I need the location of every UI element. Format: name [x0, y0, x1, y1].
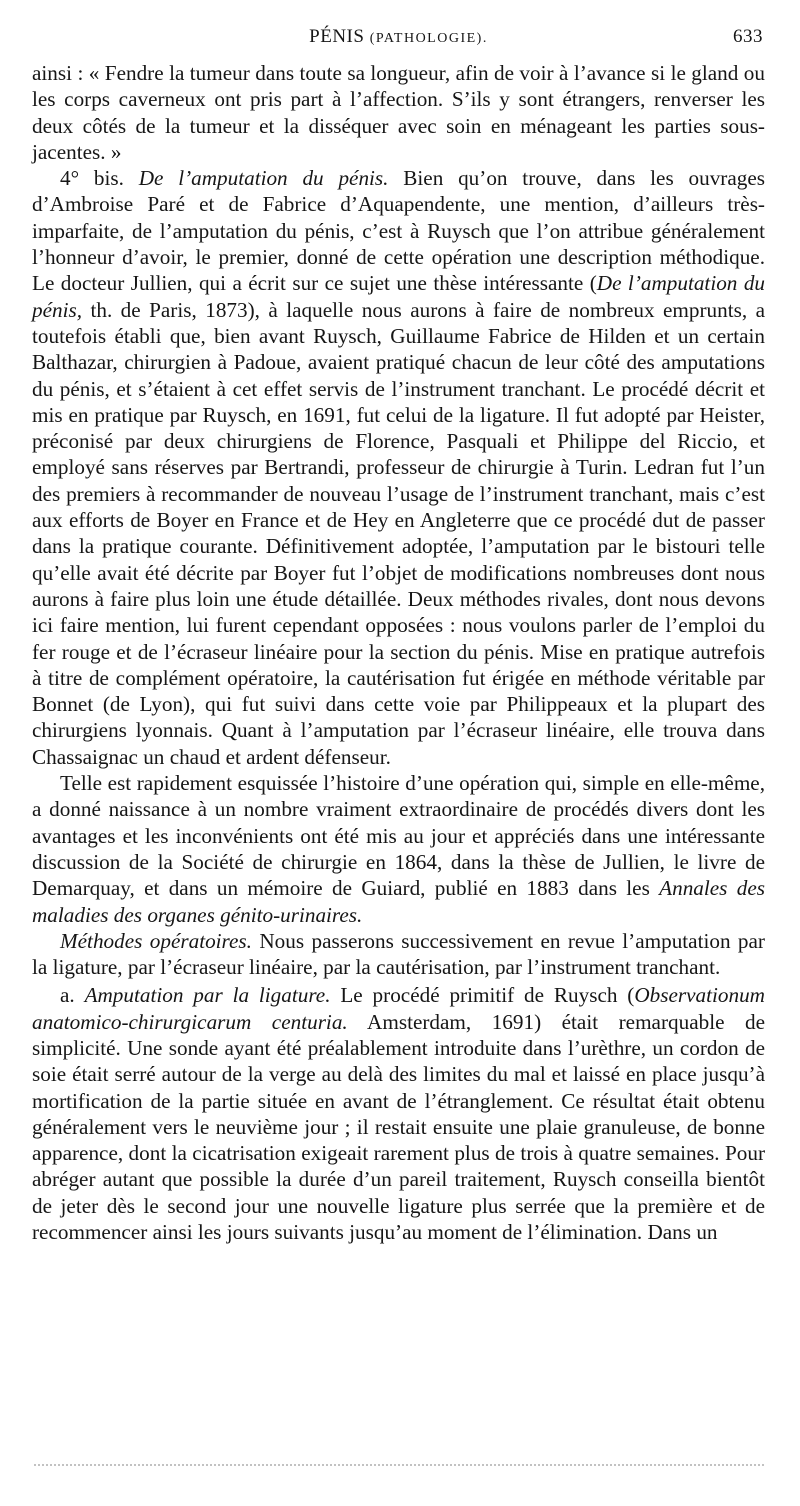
running-head	[32, 26, 765, 60]
text-run: 4° bis.	[60, 166, 139, 191]
text-run: ainsi : « Fendre la tumeur dans toute sa longueur, afin de voir à l’avance si le gland ou les corps caverneux ont pris part à l’affection. S’ils y sont étrangers, renverser les deux côtés de la tumeur et la disséquer avec soin en ménageant les parties sous-jacentes. »	[32, 61, 765, 164]
italic-text: De l’amputation du pénis,	[32, 271, 766, 322]
text-run: Amsterdam, 1691) était remarquable de simplicité. Une sonde ayant été préalablement introduite dans l’urèthre, un cordon de soie était serré autour de la verge au delà des limites du mal et laissé en place jusqu’à mortification de la partie située en avant de l’étranglement. Ce résultat était obtenu généralement vers le neuvième jour ; il restait ensuite une plaie granuleuse, de bonne apparence, dont la cicatrisation exigeait rarement plus de trois à quatre semaines. Pour abréger autant que possible la durée d’un pareil traitement, Ruysch conseilla bientôt de jeter dès le second jour une nouvelle ligature plus serrée que la première et de recommencer ainsi les jours suivants jusqu’au moment de l’élimination. Dans un	[32, 1009, 765, 1245]
page	[32, 26, 765, 1245]
text-run: a.	[60, 983, 85, 1008]
text-run: th. de Paris, 1873), à laquelle nous aurons à faire de nombreux emprunts, a toutefois établi que, bien avant Ruysch, Guillaume Fabrice de Hilden et un certain Balthazar, chirurgien à Padoue, avaient pratiqué chacun de leur côté des amputations du pénis, et s’étaient à cet effet servis de l’instrument tranchant. Le procédé décrit et mis en pratique par Ruysch, en 1691, fut celui de la ligature. Il fut adopté par Heister, préconisé par deux chirurgiens de Florence, Pasquali et Philippe del Riccio, et employé sans réserves par Bertrandi, professeur de chirurgie à Turin. Ledran fut l’un des premiers à recommander de nouveau l’usage de l’instrument tranchant, mais c’est aux efforts de Boyer en France et de Hey en Angleterre que ce procédé dut de passer dans la pratique courante. Définitivement adoptée, l’amputation par le bistouri telle qu’elle avait été décrite par Boyer fut l’objet de modifications nombreuses dont nous aurons à faire plus loin une étude détaillée. Deux méthodes rivales, dont nous devons ici faire mention, lui furent cependant opposées : nous voulons parler de l’emploi du fer rouge et de l’écraseur linéaire pour la section du pénis. Mise en pratique autrefois à titre de complément opératoire, la cautérisation fut érigée en méthode véritable par Bonnet (de Lyon), qui fut suivi dans cette voie par Philippeaux et la plupart des chirurgiens lyonnais. Quant à l’amputation par l’écraseur linéaire, elle trouva dans Chassaignac un chaud et ardent défenseur.	[32, 297, 765, 769]
page-number: 633	[733, 26, 763, 47]
paragraph	[32, 60, 765, 165]
running-title-main: PÉNIS	[309, 26, 370, 47]
text-run: Nous passerons successivement en revue l’amputation par la ligature, par l’écraseur linéaire, par la cautérisation, par l’instrument tranchant.	[32, 928, 765, 980]
text-run: Bien qu’on trouve, dans les ouvrages d’Ambroise Paré et de Fabrice d’Aquapendente, une mention, d’ailleurs très-imparfaite, de l’amputation du pénis, c’est à Ruysch que l’on attribue généralement l’honneur d’avoir, le premier, donné de cette opération une description méthodique. Le docteur Jullien, qui a écrit sur ce sujet une thèse intéressante (	[32, 166, 765, 296]
paragraph	[32, 928, 765, 981]
running-title	[32, 26, 765, 48]
footer-rule	[34, 1464, 764, 1466]
text-run: Le procédé primitif de Ruysch (	[330, 983, 635, 1008]
italic-text: Amputation par la ligature.	[84, 983, 331, 1008]
paragraph	[32, 165, 765, 770]
text-run: Telle est rapidement esquissée l’histoire d’une opération qui, simple en elle-même, a donné naissance à un nombre vraiment extraordinaire de procédés divers dont les avantages et les inconvénients ont été mis au jour et appréciés dans une intéressante discussion de la Société de chirurgie en 1864, dans la thèse de Jullien, le livre de Demarquay, et dans un mémoire de Guiard, publié en 1883 dans les	[32, 771, 765, 901]
running-title-subtitle: (PATHOLOGIE).	[369, 31, 488, 46]
italic-text: Annales des maladies des organes génito-urinaires.	[32, 876, 765, 927]
paragraph	[32, 770, 765, 928]
italic-text: Observationum anatomico-chirurgicarum centuria.	[32, 983, 765, 1034]
italic-text: De l’amputation du pénis.	[138, 166, 389, 191]
paragraph	[32, 982, 765, 1245]
italic-text: Méthodes opératoires.	[60, 928, 252, 953]
body-text	[32, 60, 765, 1245]
